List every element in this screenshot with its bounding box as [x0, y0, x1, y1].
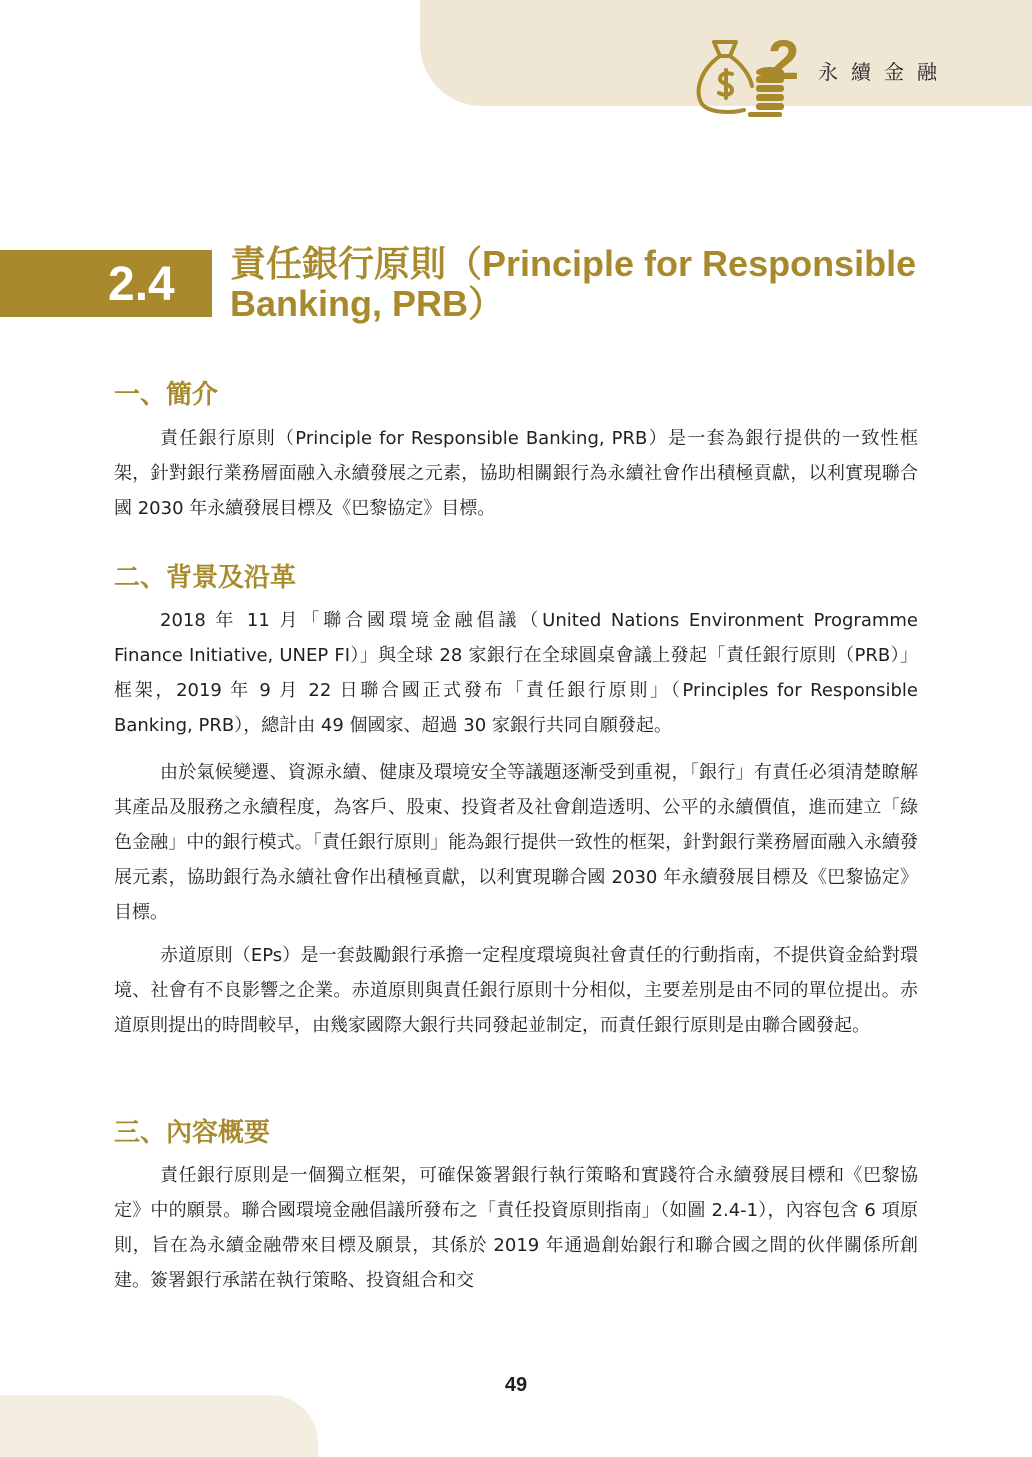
section-banner	[0, 250, 212, 317]
chapter-number: 2	[768, 28, 800, 91]
heading-introduction: 一、簡介	[114, 380, 219, 410]
heading-content-summary: 三、內容概要	[114, 1118, 271, 1148]
paragraph: 責任銀行原則是一個獨立框架，可確保簽署銀行執行策略和實踐符合永續發展目標和《巴黎協定》中的願景。聯合國環境金融倡議所發布之「責任投資原則指南」（如圖 2.4-1），內容包含 6 項原則，旨在為永續金融帶來目標及願景，其係於 2019 年通過創始銀行和聯合國之間的伙伴關係所創建。簽署銀行承諾在執行策略、投資組合和交	[114, 1165, 918, 1291]
paragraph: 2018 年 11 月「聯合國環境金融倡議（United Nations Environment Programme Finance Initiative, UNEP FI）」與全球 28 家銀行在全球圓桌會議上發起「責任銀行原則（PRB）」框架，2019 年 9 月 22 日聯合國正式發布「責任銀行原則」（Principles for Responsible Banking, PRB），總計由 49 個國家、超過 30 家銀行共同自願發起。	[114, 610, 918, 736]
page-number: 49	[504, 1374, 528, 1396]
heading-background: 二、背景及沿革	[114, 563, 297, 593]
paragraph: 由於氣候變遷、資源永續、健康及環境安全等議題逐漸受到重視，「銀行」有責任必須清楚瞭解其產品及服務之永續程度，為客戶、股東、投資者及社會創造透明、公平的永續價值，進而建立「綠色金融」中的銀行模式。「責任銀行原則」能為銀行提供一致性的框架，針對銀行業務層面融入永續發展元素，協助銀行為永續社會作出積極貢獻，以利實現聯合國 2030 年永續發展目標及《巴黎協定》目標。	[114, 762, 918, 923]
section-number: 2.4	[108, 258, 175, 311]
paragraph: 赤道原則（EPs）是一套鼓勵銀行承擔一定程度環境與社會責任的行動指南，不提供資金給對環境、社會有不良影響之企業。赤道原則與責任銀行原則十分相似，主要差別是由不同的單位提出。赤道原則提出的時間較早，由幾家國際大銀行共同發起並制定，而責任銀行原則是由聯合國發起。	[114, 945, 918, 1036]
section-title: 責任銀行原則（Principle for Responsible Banking, PRB）	[230, 243, 917, 324]
chapter-title: 永續金融	[818, 60, 950, 84]
paragraph: 責任銀行原則（Principle for Responsible Banking, PRB）是一套為銀行提供的一致性框架，針對銀行業務層面融入永續發展之元素，協助相關銀行為永續社會作出積極貢獻，以利實現聯合國 2030 年永續發展目標及《巴黎協定》目標。	[114, 428, 918, 519]
footer-tab	[0, 1395, 318, 1457]
